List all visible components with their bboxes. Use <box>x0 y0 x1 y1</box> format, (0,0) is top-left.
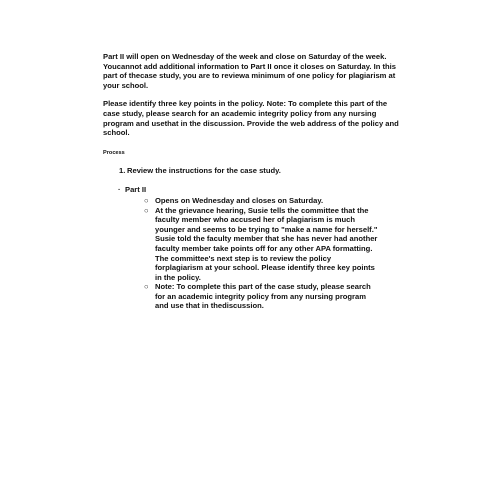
intro-paragraph: Part II will open on Wednesday of the week and close on Saturday of the week. Youcannot add additional information to Part II once it closes on Saturday. In this part of thecase study, you are to reviewa minimum of one policy for plagiarism at your school. <box>103 52 396 90</box>
list-item-text: Review the instructions for the case study. <box>127 165 281 175</box>
numbered-list-item <box>119 166 403 176</box>
part-ii-label: Part II <box>125 185 147 195</box>
sublist-item-text: Opens on Wednesday and closes on Saturday. <box>155 195 324 205</box>
list-number: 1. <box>119 165 126 175</box>
instruction-paragraph: Please identify three key points in the policy. Note: To complete this part of the case study, please search for an academic integrity policy from any nursing program and usethat in the discussion. Provide the web address of the policy and school. <box>103 99 399 138</box>
sublist-item <box>144 282 379 311</box>
sublist-item-text: At the grievance hearing, Susie tells the committee that the faculty member who accused her of plagiarism is much younger and seems to be trying to "make a name for herself." Susie told the faculty member that she has never had another faculty member take points off for any other APA formatting. The committee's next step is to review the policy forplagiarism at your school. Please identify three key points in the policy. <box>155 205 378 282</box>
circle-bullet-icon: ○ <box>144 195 149 205</box>
sublist-item <box>144 196 379 206</box>
sublist-item-text: Note: To complete this part of the case study, please search for an academic integrity policy from any nursing program and use that in thediscussion. <box>155 282 371 311</box>
document-content <box>103 52 403 311</box>
part-ii-bullet <box>118 185 403 195</box>
circle-bullet-icon: ○ <box>144 282 149 292</box>
bullet-icon: · <box>118 185 121 195</box>
circle-bullet-icon: ○ <box>144 205 149 215</box>
part-ii-sublist <box>144 196 379 311</box>
process-heading: Process <box>103 149 125 156</box>
sublist-item <box>144 206 379 283</box>
